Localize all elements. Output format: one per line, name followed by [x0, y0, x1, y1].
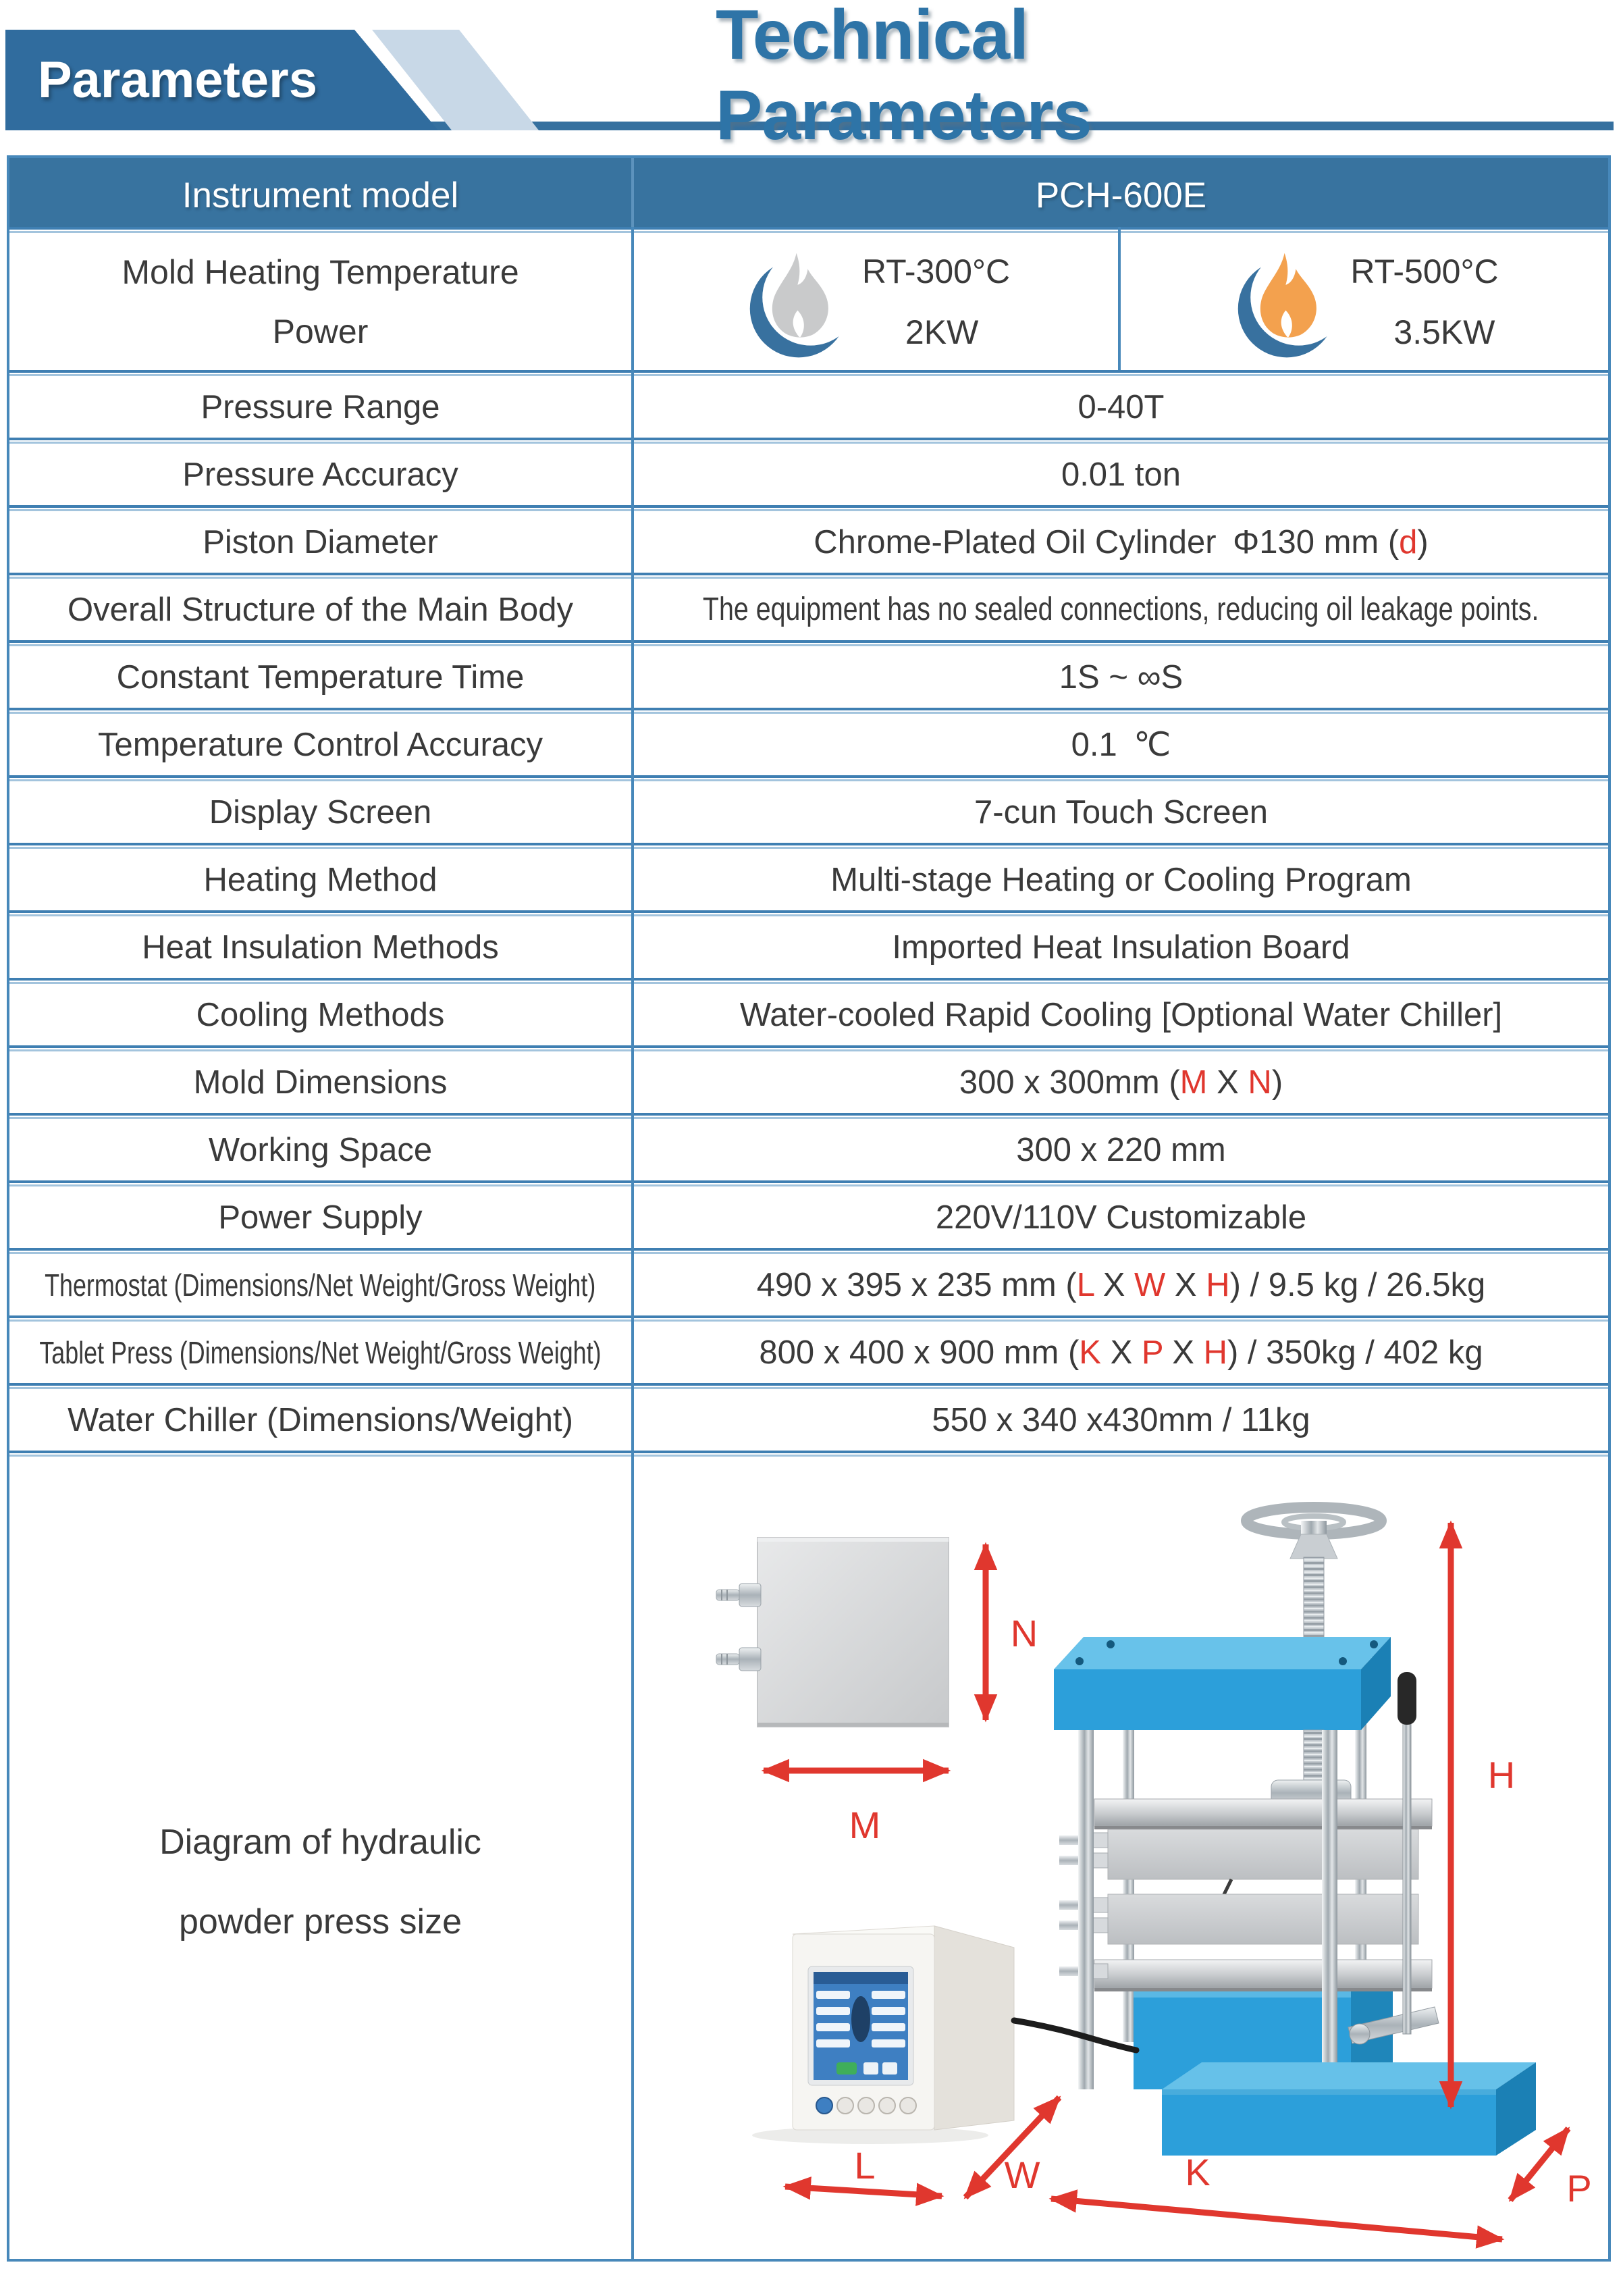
press-machine	[1054, 1507, 1536, 2156]
table-row	[9, 1315, 1608, 1383]
dim-label-w: W	[1004, 2154, 1040, 2196]
power-cable	[1014, 2020, 1136, 2050]
row-value-cell	[634, 573, 1608, 640]
row-value-cell	[634, 1180, 1608, 1248]
power-rating: 2KW	[905, 313, 979, 351]
table-row	[9, 1248, 1608, 1315]
row-value-cell	[634, 775, 1608, 843]
table-row	[9, 370, 1608, 438]
row-label: Piston Diameter	[203, 523, 438, 560]
row-label: Constant Temperature Time	[116, 658, 525, 696]
row-value: 490 x 395 x 235 mm (L X W X H) / 9.5 kg / 26.5kg	[756, 1266, 1486, 1303]
row-value: 0-40T	[1077, 388, 1165, 425]
row-value: Water-cooled Rapid Cooling [Optional Water Chiller]	[739, 996, 1503, 1033]
row-value-cell	[634, 1248, 1608, 1315]
row-value: Imported Heat Insulation Board	[892, 929, 1350, 966]
row-value-cell	[634, 978, 1608, 1045]
section-badge: Parameters	[37, 51, 318, 109]
row-value: Multi-stage Heating or Cooling Program	[830, 861, 1412, 898]
row-value-cell	[634, 1383, 1608, 1451]
table-row	[9, 505, 1608, 573]
hose-fitting	[716, 1584, 761, 1607]
table-row	[9, 573, 1608, 640]
table-row	[9, 978, 1608, 1045]
row-label: Pressure Accuracy	[182, 456, 458, 493]
row-label: Overall Structure of the Main Body	[68, 591, 573, 628]
diagram-label-line2: powder press size	[178, 1902, 462, 1941]
diagram-cell	[634, 1451, 1608, 2259]
row-value-cell	[634, 843, 1608, 910]
row-label-cell	[9, 1180, 634, 1248]
row-value-cell	[634, 910, 1608, 978]
row-value: 220V/110V Customizable	[935, 1199, 1307, 1236]
row-label: Water Chiller (Dimensions/Weight)	[68, 1401, 573, 1438]
header-label: Instrument model	[182, 176, 459, 215]
row-label-cell	[9, 978, 634, 1045]
page-title: Technical Parameters	[716, 0, 1092, 155]
row-label-cell	[9, 1113, 634, 1180]
table-row	[9, 640, 1608, 708]
row-label-cell	[9, 370, 634, 438]
row-label-cell	[9, 573, 634, 640]
row-label-cell	[9, 640, 634, 708]
row-label-cell	[9, 1383, 634, 1451]
hose-fitting	[716, 1648, 761, 1671]
row-label: Display Screen	[209, 793, 432, 831]
dimension-arrow-l	[785, 2187, 942, 2196]
row-label-cell	[9, 843, 634, 910]
diagram-label-line1: Diagram of hydraulic	[159, 1822, 481, 1862]
row-value: The equipment has no sealed connections, reducing oil leakage points.	[703, 592, 1539, 627]
handwheel	[1246, 1507, 1381, 1559]
row-value-cell	[634, 640, 1608, 708]
row-value: 0.1 ℃	[1071, 727, 1171, 763]
diagram-row	[9, 1451, 1608, 2259]
table-row	[9, 1045, 1608, 1113]
heating-option-text	[862, 252, 1010, 352]
dim-label-n: N	[1010, 1612, 1038, 1654]
dim-label-l: L	[854, 2144, 876, 2187]
dim-label-k: K	[1185, 2151, 1210, 2193]
temperature-range: RT-300°C	[861, 252, 1011, 290]
row-label: Mold Dimensions	[193, 1064, 448, 1101]
row-value: 550 x 340 x430mm / 11kg	[932, 1401, 1310, 1438]
table-row	[9, 1113, 1608, 1180]
table-row	[9, 438, 1608, 505]
dim-label-p: P	[1566, 2167, 1592, 2210]
row-value-cell	[634, 1315, 1608, 1383]
row-label-cell	[9, 505, 634, 573]
header-value-cell	[634, 158, 1608, 227]
row-value-cell	[634, 505, 1608, 573]
table-row	[9, 1383, 1608, 1451]
row-value: 300 x 300mm (M X N)	[959, 1064, 1283, 1101]
heated-platens	[1059, 1799, 1432, 1991]
table-row	[9, 843, 1608, 910]
row-label-cell	[9, 1248, 634, 1315]
hydraulic-press-diagram	[634, 1459, 1608, 2259]
table-row	[9, 1180, 1608, 1248]
row-value-cell	[634, 370, 1608, 438]
table-row	[9, 910, 1608, 978]
row-label-cell	[9, 775, 634, 843]
row-value: 800 x 400 x 900 mm (K X P X H) / 350kg / 402 kg	[759, 1334, 1483, 1371]
row-label: Working Space	[208, 1131, 433, 1168]
heating-option-text	[1350, 252, 1498, 352]
top-block	[1054, 1637, 1391, 1730]
flame-icon	[742, 245, 855, 359]
row-value-cell	[634, 708, 1608, 775]
row-label-cell	[9, 1045, 634, 1113]
row-label: Temperature Control Accuracy	[97, 726, 543, 763]
row-label	[9, 227, 634, 370]
mold-plate	[716, 1538, 949, 1727]
row-value: 300 x 220 mm	[1016, 1131, 1226, 1168]
row-label: Power Supply	[218, 1199, 423, 1236]
row-label-cell	[9, 910, 634, 978]
row-label-cell	[9, 708, 634, 775]
row-label: Thermostat (Dimensions/Net Weight/Gross Weight)	[45, 1267, 596, 1303]
row-value-cell	[634, 1113, 1608, 1180]
header-label-cell	[9, 158, 634, 227]
table-header-row	[9, 158, 1608, 227]
power-rating: 3.5KW	[1393, 313, 1495, 351]
row-label: Cooling Methods	[196, 996, 445, 1033]
heating-option-500	[1121, 227, 1608, 370]
row-value: Chrome-Plated Oil Cylinder Φ130 mm (d)	[814, 523, 1429, 560]
row-label-cell	[9, 438, 634, 505]
heating-option-300	[634, 227, 1121, 370]
row-value-cell	[634, 1045, 1608, 1113]
diagram-label-cell	[9, 1451, 634, 2259]
row-label: Heating Method	[203, 861, 437, 898]
model-value: PCH-600E	[1035, 176, 1207, 215]
heating-power-row	[9, 227, 1608, 370]
row-label-line1: Mold Heating Temperature	[122, 253, 519, 291]
dim-label-m: M	[849, 1804, 881, 1846]
table-row	[9, 775, 1608, 843]
table-row	[9, 708, 1608, 775]
row-label-cell	[9, 1315, 634, 1383]
temperature-range: RT-500°C	[1350, 252, 1499, 290]
row-value: 7-cun Touch Screen	[974, 793, 1268, 831]
dimension-arrow-k	[1051, 2199, 1502, 2239]
row-label: Tablet Press (Dimensions/Net Weight/Gross Weight)	[39, 1334, 602, 1370]
row-label: Pressure Range	[201, 388, 440, 425]
flame-icon	[1230, 245, 1343, 359]
machine-base	[1162, 2062, 1536, 2156]
row-label: Heat Insulation Methods	[142, 929, 499, 966]
row-value: 0.01 ton	[1061, 456, 1181, 493]
row-label-line2: Power	[272, 312, 369, 350]
row-value-cell	[634, 438, 1608, 505]
row-value: 1S ~ ∞S	[1059, 658, 1183, 696]
parameters-table	[7, 155, 1611, 2262]
dim-label-h: H	[1487, 1754, 1516, 1796]
